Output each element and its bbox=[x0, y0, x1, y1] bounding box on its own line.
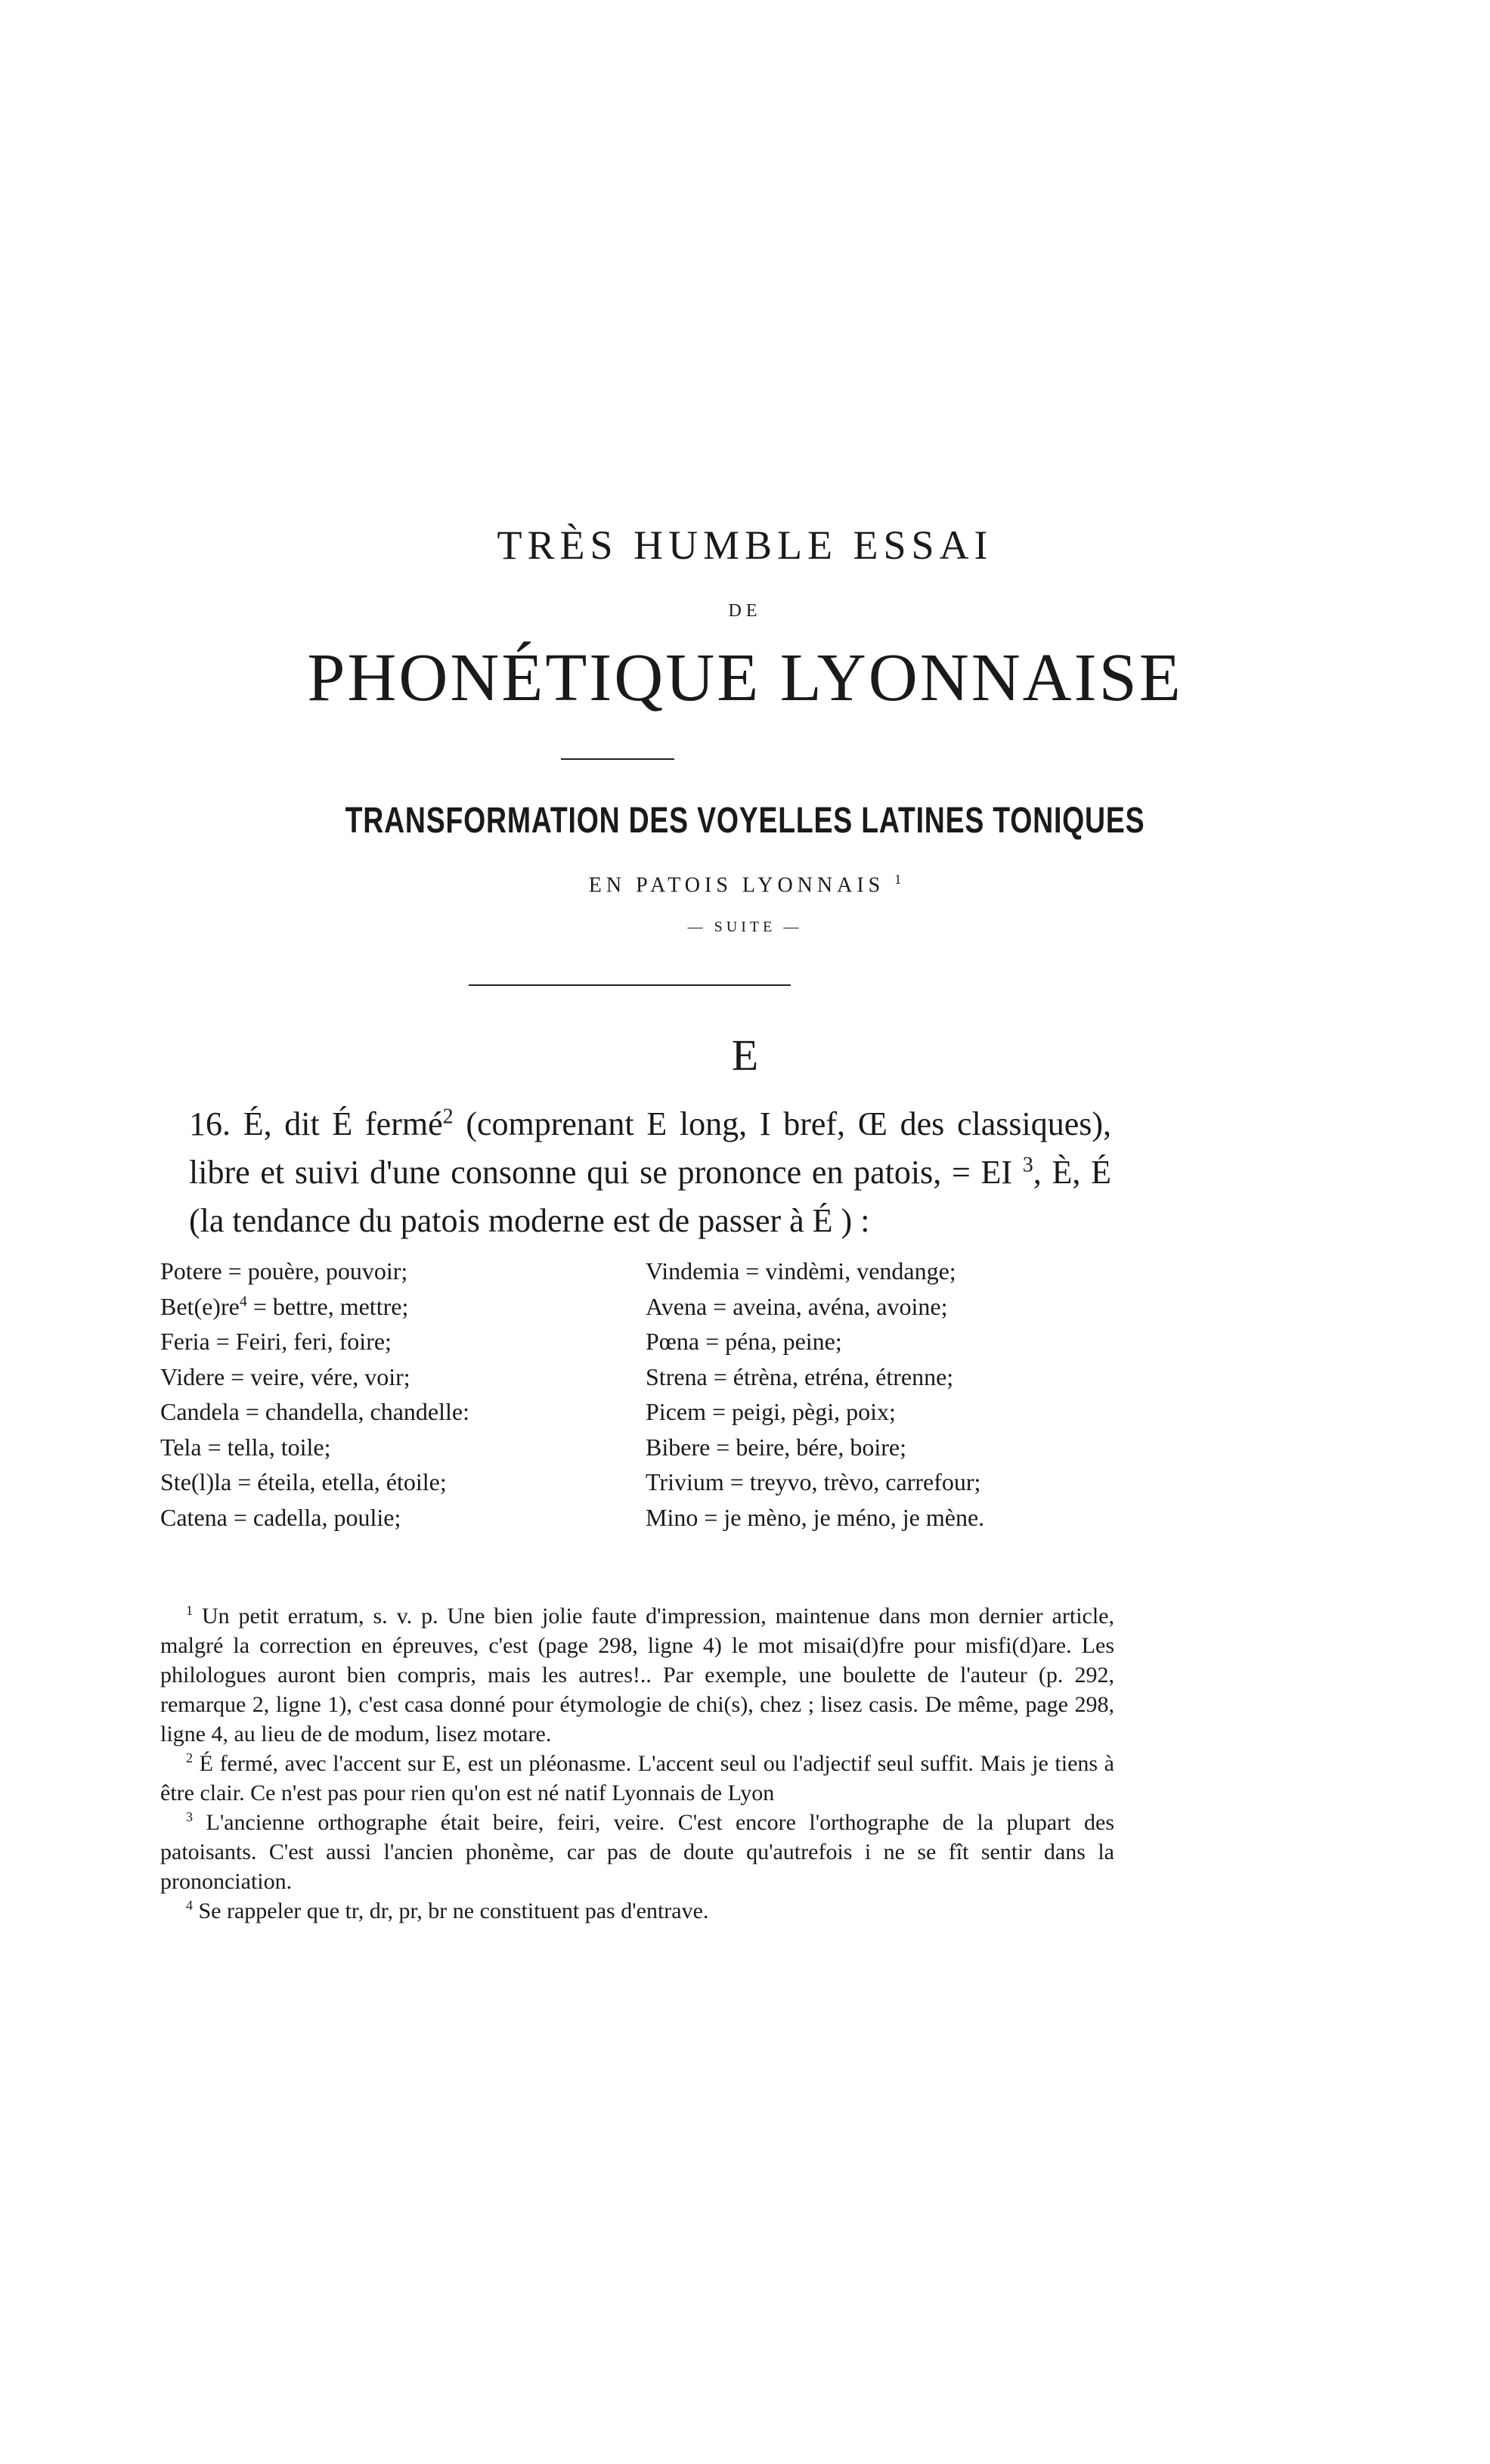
subtitle-line2-text: EN PATOIS LYONNAIS bbox=[588, 873, 885, 897]
footnote-ref-3: 3 bbox=[1022, 1153, 1033, 1177]
example-row: Ste(l)la = éteila, etella, étoile; bbox=[160, 1468, 447, 1495]
footnote-4 bbox=[160, 1896, 1114, 1926]
footnote-ref-2: 2 bbox=[442, 1105, 454, 1129]
example-row: Catena = cadella, poulie; bbox=[160, 1503, 401, 1531]
example-row bbox=[160, 1289, 614, 1325]
example-row: Pœna = péna, peine; bbox=[646, 1328, 842, 1355]
footnote-number: 3 bbox=[186, 1809, 193, 1824]
example-row: Videre = veire, vére, voir; bbox=[160, 1362, 410, 1390]
example-row: Trivium = treyvo, trèvo, carrefour; bbox=[646, 1468, 981, 1495]
footnote-ref-1: 1 bbox=[894, 872, 902, 887]
footnote-number: 4 bbox=[186, 1898, 193, 1913]
example-row: Feria = Feiri, feri, foire; bbox=[160, 1328, 392, 1355]
footnote-ref-4: 4 bbox=[239, 1292, 247, 1309]
paragraph-text-3: , È, É (la tendance du patois moderne est de passer à É ) : bbox=[189, 1154, 1111, 1239]
examples-right-column bbox=[646, 1254, 1129, 1535]
example-row: Strena = étrèna, etréna, étrenne; bbox=[646, 1362, 954, 1390]
subtitle: TRANSFORMATION DES VOYELLES LATINES TONIQUES bbox=[345, 801, 1145, 841]
footnotes bbox=[160, 1601, 1114, 1926]
example-text: Bet(e)re bbox=[160, 1292, 240, 1320]
example-row: Tela = tella, toile; bbox=[160, 1433, 331, 1461]
example-row: Picem = peigi, pègi, poix; bbox=[646, 1398, 896, 1425]
section-letter: E bbox=[731, 1031, 759, 1080]
example-text: = bettre, mettre; bbox=[246, 1292, 409, 1320]
paragraph-16 bbox=[189, 1100, 1111, 1245]
title-de: DE bbox=[728, 601, 762, 621]
footnote-3 bbox=[160, 1808, 1114, 1896]
footnote-1 bbox=[160, 1601, 1114, 1749]
title-divider bbox=[561, 758, 674, 760]
footnote-number: 1 bbox=[186, 1603, 193, 1618]
footnote-text: L'ancienne orthographe était beire, feiri, veire. C'est encore l'orthographe de la plupart des patoisants. C'est aussi l'ancien phonème, car pas de doute qu'autrefois i ne se fît sentir dans la prononciation. bbox=[160, 1810, 1114, 1894]
example-row: Bibere = beire, bére, boire; bbox=[646, 1433, 906, 1461]
footnote-text: Se rappeler que tr, dr, pr, br ne constituent pas d'entrave. bbox=[198, 1898, 709, 1923]
footnote-2 bbox=[160, 1749, 1114, 1808]
subtitle-line2 bbox=[0, 872, 1490, 897]
suite-label: — SUITE — bbox=[687, 919, 803, 935]
section-divider bbox=[469, 984, 791, 986]
paragraph-text-1: 16. É, dit É fermé bbox=[189, 1105, 443, 1142]
example-row: Candela = chandella, chandelle: bbox=[160, 1398, 469, 1425]
examples-left-column bbox=[160, 1254, 614, 1535]
paragraph-text-2: (comprenant E long, I bref, Œ des classiques), libre et suivi d'une consonne qui se prononce en patois, = EI bbox=[189, 1105, 1111, 1191]
footnote-text: Un petit erratum, s. v. p. Une bien jolie faute d'impression, maintenue dans mon dernier article, malgré la correction en épreuves, c'est (page 298, ligne 4) le mot misai(d)fre pour misfi(d)are. Les philologues auront bien compris, mais les autres!.. Par exemple, une boulette de l'auteur (p. 292, remarque 2, ligne 1), c'est casa donné pour étymologie de chi(s), chez ; lisez casis. De même, page 298, ligne 4, au lieu de de modum, lisez motare. bbox=[160, 1604, 1114, 1746]
footnote-text: É fermé, avec l'accent sur E, est un pléonasme. L'accent seul ou l'adjectif seul suffit. Mais je tiens à être clair. Ce n'est pas pour rien qu'on est né natif Lyonnais de Lyon bbox=[160, 1751, 1115, 1805]
example-row: Potere = pouère, pouvoir; bbox=[160, 1257, 408, 1285]
footnote-number: 2 bbox=[186, 1750, 193, 1765]
example-row: Vindemia = vindèmi, vendange; bbox=[646, 1257, 956, 1285]
title-line1: TRÈS HUMBLE ESSAI bbox=[497, 522, 993, 568]
example-row: Avena = aveina, avéna, avoine; bbox=[646, 1292, 948, 1320]
example-row: Mino = je mèno, je méno, je mène. bbox=[646, 1503, 985, 1531]
page-title: PHONÉTIQUE LYONNAISE bbox=[307, 640, 1183, 715]
